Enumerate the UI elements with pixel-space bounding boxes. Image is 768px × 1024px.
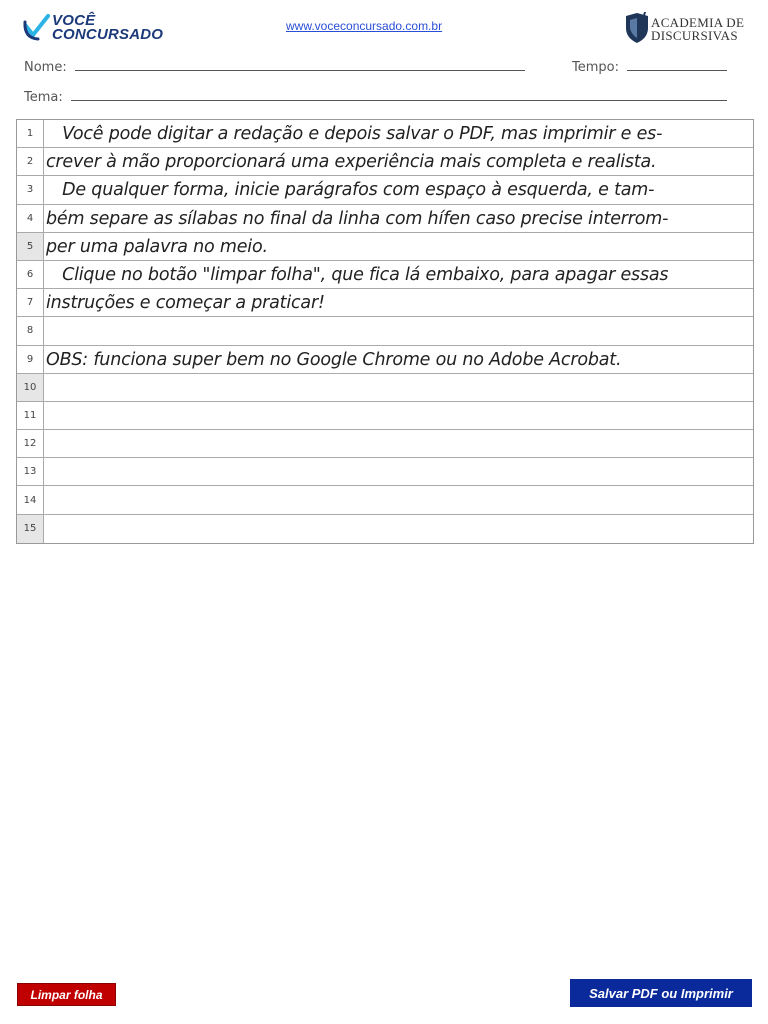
line-number: 15 — [17, 515, 44, 543]
line-text[interactable] — [44, 486, 753, 513]
line-number: 12 — [17, 430, 44, 457]
line-text[interactable] — [44, 317, 753, 344]
line-text[interactable] — [44, 430, 753, 457]
line-number: 13 — [17, 458, 44, 485]
sheet-line[interactable] — [17, 317, 753, 345]
writing-sheet — [16, 119, 754, 544]
sheet-line[interactable] — [17, 261, 753, 289]
line-number: 5 — [17, 233, 44, 260]
line-text[interactable] — [44, 458, 753, 485]
line-number: 11 — [17, 402, 44, 429]
sheet-line[interactable] — [17, 233, 753, 261]
sheet-line[interactable] — [17, 402, 753, 430]
brand-left-line1: VOCÊ — [52, 12, 96, 29]
line-number: 9 — [17, 346, 44, 373]
line-text[interactable] — [44, 402, 753, 429]
sheet-line[interactable] — [17, 346, 753, 374]
tema-row — [24, 88, 727, 105]
site-link[interactable]: www.voceconcursado.com.br — [286, 19, 443, 33]
academia-discursivas-logo — [624, 12, 748, 46]
tempo-label: Tempo: — [572, 60, 619, 75]
clear-sheet-button[interactable]: Limpar folha — [17, 983, 116, 1006]
sheet-line[interactable] — [17, 120, 753, 148]
save-pdf-button[interactable]: Salvar PDF ou Imprimir — [570, 979, 752, 1007]
sheet-line[interactable] — [17, 148, 753, 176]
sheet-line[interactable] — [17, 515, 753, 543]
tempo-row — [572, 58, 727, 75]
line-text[interactable] — [44, 374, 753, 401]
sheet-line[interactable] — [17, 289, 753, 317]
brand-right-line2: DISCURSIVAS — [651, 28, 738, 43]
line-number: 6 — [17, 261, 44, 288]
line-number: 1 — [17, 120, 44, 147]
sheet-line[interactable] — [17, 486, 753, 514]
tema-label: Tema: — [24, 90, 63, 105]
line-text[interactable]: per uma palavra no meio. — [46, 236, 268, 257]
sheet-line[interactable] — [17, 176, 753, 204]
line-text[interactable]: Clique no botão "limpar folha", que fica lá embaixo, para apagar essas — [46, 264, 669, 285]
nome-input[interactable] — [75, 58, 525, 71]
brand-right-line1: ACADEMIA DE — [651, 15, 745, 30]
line-text[interactable]: instruções e começar a praticar! — [46, 293, 325, 314]
line-number: 10 — [17, 374, 44, 401]
tema-input[interactable] — [71, 88, 727, 101]
line-number: 4 — [17, 205, 44, 232]
line-number: 8 — [17, 317, 44, 344]
line-number: 7 — [17, 289, 44, 316]
tempo-input[interactable] — [627, 58, 727, 71]
line-text[interactable]: Você pode digitar a redação e depois salvar o PDF, mas imprimir e es- — [46, 124, 663, 144]
line-text[interactable]: crever à mão proporcionará uma experiência mais completa e realista. — [46, 152, 657, 173]
line-number: 3 — [17, 176, 44, 203]
sheet-line[interactable] — [17, 430, 753, 458]
line-text[interactable]: OBS: funciona super bem no Google Chrome ou no Adobe Acrobat. — [46, 349, 622, 370]
sheet-line[interactable] — [17, 374, 753, 402]
shield-logo-icon — [624, 12, 650, 44]
line-text[interactable] — [44, 515, 753, 543]
nome-label: Nome: — [24, 60, 67, 75]
sheet-line[interactable] — [17, 205, 753, 233]
brand-left-line2: CONCURSADO — [52, 26, 164, 43]
line-text[interactable]: bém separe as sílabas no final da linha com hífen caso precise interrom- — [46, 208, 669, 229]
sheet-line[interactable] — [17, 458, 753, 486]
nome-row — [24, 58, 525, 75]
check-logo-icon — [22, 12, 52, 42]
line-number: 2 — [17, 148, 44, 175]
line-number: 14 — [17, 486, 44, 513]
voce-concursado-logo — [22, 12, 172, 44]
line-text[interactable]: De qualquer forma, inicie parágrafos com espaço à esquerda, e tam- — [46, 180, 655, 201]
